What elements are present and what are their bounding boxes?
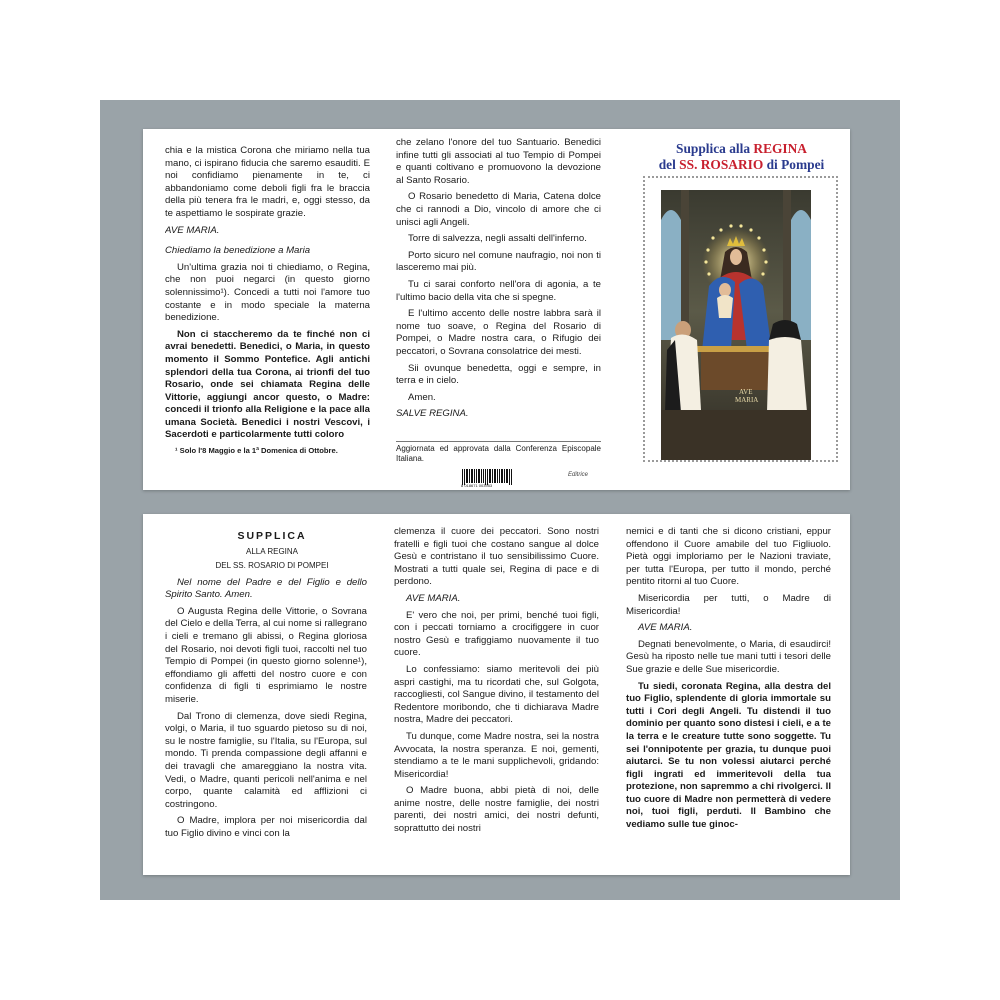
- text-column-1: [165, 530, 367, 865]
- paragraph: che zelano l'onore del tuo Santuario. Benedici infine tutti gli associati al tuo Tempio di Pompei e quanti coltivano e promuovono la devozione al Santo Rosario.: [396, 137, 601, 186]
- paragraph: Tu dunque, come Madre nostra, sei la nostra Avvocata, la nostra speranza. E noi, gementi, stendiamo a te le mani supplichevoli, gridando: Misericordia!: [394, 730, 599, 780]
- paragraph: chia e la mistica Corona che miriamo nella tua mano, ci ispirano fiducia che saremo esauditi. E noi confidiamo pienamente in te, ci abbandoniamo come deboli figli fra le braccia della più tenera fra le madri, e, oggi stesso, da te aspettiamo le sospirate grazie.: [165, 145, 370, 219]
- paragraph: Dal Trono di clemenza, dove siedi Regina, volgi, o Maria, il tuo sguardo pietoso su di noi, su le nostre famiglie, su l'Italia, su l'Europa, sul mondo. Ti prenda compassione degli affanni e dei travagli che amareggiano la nostra vita. Vedi, o Madre, quanti pericoli nell'anima e nel corpo, quante calamità ed afflizioni ci costringono.: [165, 710, 367, 810]
- text-column-2: [396, 137, 601, 457]
- paragraph: Degnati benevolmente, o Maria, di esaudirci! Gesù ha riposto nelle tue mani tutti i tesori delle Sue grazie e delle Sue misericordie.: [626, 638, 831, 675]
- painting-inscription-1: AVE: [739, 388, 753, 396]
- salve-regina-label: SALVE REGINA.: [396, 408, 469, 420]
- section-heading: Chiediamo la benedizione a Maria: [165, 245, 311, 257]
- text-column-2: [394, 526, 599, 866]
- prayer-card-back: [143, 129, 850, 490]
- paragraph: Torre di salvezza, negli assalti dell'inferno.: [408, 233, 587, 245]
- madonna-of-pompeii-painting: [661, 190, 811, 460]
- prayer-title: SUPPLICA: [237, 530, 307, 542]
- title-highlight: SS. ROSARIO: [679, 157, 764, 172]
- paragraph: Tu siedi, coronata Regina, alla destra del tuo Figlio, splendente di gloria immortale su tutti i Cori degli Angeli. Tu distendi il tuo dominio per quanto sono distesi i cieli, e a te la terra e le creature tutte sono soggette. Tu sei l'onnipotente per grazia, tu dunque puoi aiutarci. Se tu non volessi aiutarci perché figli ingrati ed immeritevoli della tua protezione, non sapremmo a chi rivolgerci. Il tuo cuore di Madre non permetterà di vedere noi, tuoi figli, perduti. Il Bambino che vediamo sulle tue ginoc-: [626, 680, 831, 831]
- paragraph: O Rosario benedetto di Maria, Catena dolce che ci rannodi a Dio, vincolo di amore che ci unisci agli Angeli.: [396, 191, 601, 228]
- barcode-number: 8 018671 003953: [461, 483, 493, 488]
- paragraph: Un'ultima grazia noi ti chiediamo, o Regina, che non puoi negarci (in questo giorno solennissimo¹). Concedi a tutti noi l'amore tuo costante e in modo speciale la materna benedizione.: [165, 261, 370, 324]
- text-column-1: [165, 145, 370, 470]
- paragraph: Misericordia per tutti, o Madre di Misericordia!: [626, 592, 831, 617]
- prayer-card-front: [143, 514, 850, 875]
- cover-title-line-1: [633, 141, 850, 157]
- title-text: del: [658, 157, 680, 172]
- paragraph: O Madre buona, abbi pietà di noi, delle anime nostre, delle nostre famiglie, dei nostri parenti, dei nostri amici, dei nostri defunti, soprattutto dei nostri: [394, 785, 599, 835]
- ave-maria-label: AVE MARIA.: [165, 224, 220, 236]
- opening-invocation: Nel nome del Padre e del Figlio e dello Spirito Santo. Amen.: [165, 576, 367, 601]
- paragraph: nemici e di tanti che si dicono cristiani, eppur offendono il Cuore amabile del tuo Figliuolo. Pietà oggi imploriamo per le Nazioni traviate, per tutta l'Europa, per tutto il mondo, perché pentito ritorni al tuo Cuore.: [626, 526, 831, 588]
- cover-panel: [633, 129, 850, 490]
- paragraph: O Augusta Regina delle Vittorie, o Sovrana del Cielo e della Terra, al cui nome si rallegrano i cieli e tremano gli abissi, o Regina gloriosa del Rosario, noi devoti figli tuoi, raccolti nel tuo Tempio di Pompei (in questo giorno solenne¹), effondiamo gli affetti del nostro cuore e con confidenza di figli ti esprimiamo le nostre miserie.: [165, 605, 367, 705]
- paragraph: Lo confessiamo: siamo meritevoli dei più aspri castighi, ma tu ricordati che, sul Golgota, raccogliesti, col Sangue divino, il testamento del Redentore moribondo, che ti dichiarava Madre nostra, Madre dei peccatori.: [394, 663, 599, 726]
- paragraph: Tu ci sarai conforto nell'ora di agonia, a te l'ultimo bacio della vita che si spegne.: [396, 278, 601, 303]
- photo-background: [100, 100, 900, 900]
- amen-label: Amen.: [408, 391, 436, 403]
- ave-maria-label: AVE MARIA.: [406, 592, 461, 604]
- footnote: ¹ Solo l'8 Maggio e la 1ª Domenica di Ottobre.: [175, 446, 338, 456]
- painting-inscription-2: MARIA: [735, 396, 759, 404]
- title-text: Supplica alla: [676, 141, 754, 156]
- paragraph: E' vero che noi, per primi, benché tuoi figli, con i peccati torniamo a crocifiggere in cuor nostro Gesù e trafiggiamo nuovamente il tuo cuore.: [394, 609, 599, 659]
- paragraph: E l'ultimo accento delle nostre labbra sarà il nome tuo soave, o Regina del Rosario di Pompei, o Madre nostra cara, o Rifugio dei peccatori, o Sovrana consolatrice dei mesti.: [396, 308, 601, 357]
- ave-maria-label: AVE MARIA.: [638, 622, 693, 634]
- paragraph: Sii ovunque benedetta, oggi e sempre, in terra e in cielo.: [396, 362, 601, 387]
- paragraph: Non ci staccheremo da te finché non ci avrai benedetti. Benedici, o Maria, in questo momento il Sommo Pontefice. Agli antichi splendori della tua Corona, ai trionfi del tuo Rosario, onde sei chiamata Regina delle Vittorie, aggiungi ancor questo, o Madre: concedi il trionfo alla Religione e la pace alla umana Società. Benedici i nostri Vescovi, i Sacerdoti e particolarmente tutti coloro: [165, 328, 370, 441]
- paragraph: O Madre, implora per noi misericordia dal tuo Figlio divino e vinci con la: [165, 815, 367, 839]
- title-text: di Pompei: [763, 157, 825, 172]
- approval-note: Aggiornata ed approvata dalla Conferenza Episcopale Italiana.: [396, 441, 601, 464]
- prayer-subtitle-1: ALLA REGINA: [245, 546, 299, 556]
- title-highlight: REGINA: [753, 141, 807, 156]
- text-column-3: [626, 526, 831, 866]
- cover-title-line-2: [633, 157, 850, 173]
- paragraph: Porto sicuro nel comune naufragio, noi non ti lasceremo mai più.: [396, 249, 601, 274]
- paragraph: clemenza il cuore dei peccatori. Sono nostri fratelli e figli tuoi che costano sangue al dolce Gesù e contristano il tuo sensibilissimo Cuore. Mostrati a tutti quale sei, Regina di pace e di perdono.: [394, 526, 599, 588]
- prayer-subtitle-2: DEL SS. ROSARIO DI POMPEI: [215, 560, 329, 570]
- publisher-logo: Editrice: [568, 472, 589, 478]
